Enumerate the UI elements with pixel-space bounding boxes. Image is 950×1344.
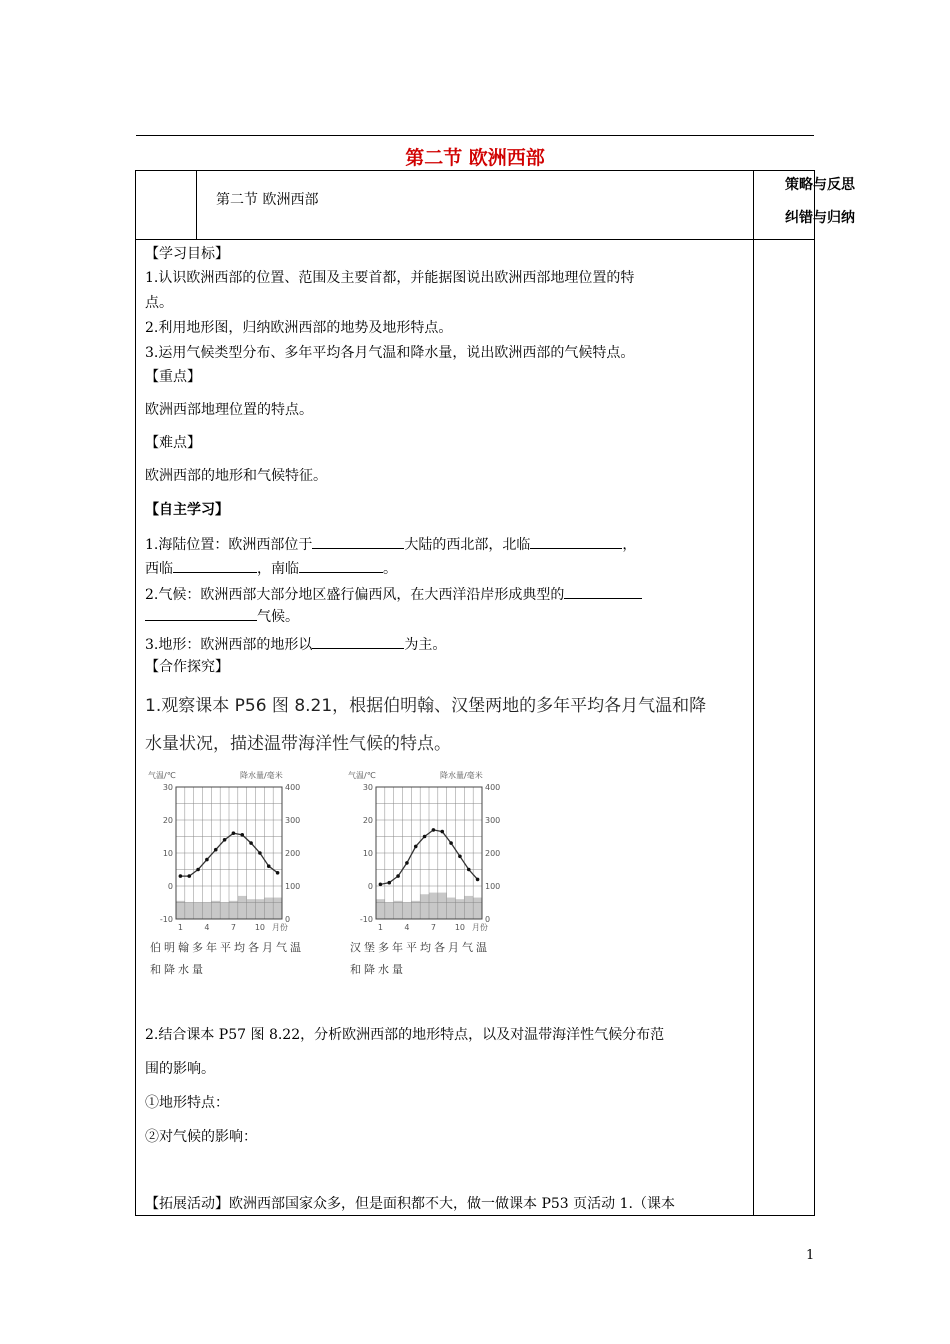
- coop-heading: 【合作探究】: [145, 659, 229, 675]
- page-number: 1: [806, 1248, 815, 1263]
- chart-1-x-tick-1: 1: [177, 923, 183, 932]
- chart-1-temperature-point-12: [276, 871, 280, 875]
- chart-1-right-tick-1: 400: [285, 783, 301, 792]
- coop-q2-line1: 2.结合课本 P57 图 8.22，分析欧洲西部的地形特点，以及对温带海洋性气候分布范: [145, 1027, 665, 1043]
- chart-2-temperature-point-6: [423, 835, 427, 839]
- key-heading: 【重点】: [145, 369, 201, 385]
- chart-2-precip-bar-5: [411, 901, 420, 919]
- chart-2-temperature-point-5: [414, 845, 418, 849]
- chart-2-precip-bar-11: [464, 896, 473, 919]
- blank-landform[interactable]: [312, 634, 404, 649]
- chart-1-right-tick-2: 300: [285, 816, 301, 825]
- chart-2-left-tick-2: 20: [362, 816, 373, 825]
- climate-charts: [140, 765, 510, 995]
- chart-2-temperature-point-2: [387, 881, 391, 885]
- chart-1-precip-bar-1: [176, 901, 185, 919]
- chart-2-left-tick-4: 0: [367, 882, 373, 891]
- chart-2-precip-bar-2: [385, 903, 394, 920]
- blank-north-sea[interactable]: [530, 534, 622, 549]
- table-border-right: [814, 170, 815, 1216]
- self-study-q1-line2: 西临 ，南临 。: [145, 558, 397, 578]
- chart-1-temperature-point-10: [258, 851, 262, 855]
- chart-1-temperature-point-7: [232, 831, 236, 835]
- table-border-top: [135, 170, 815, 171]
- blank-continent[interactable]: [312, 534, 404, 549]
- chart-1-x-tick-10: 10: [254, 923, 266, 932]
- chart-2-precip-bar-1: [376, 899, 385, 919]
- chart-2-temperature-point-7: [432, 828, 436, 832]
- chart-1-caption-line-2: 和降水量: [150, 963, 206, 976]
- chart-2-precip-bar-6: [420, 894, 429, 919]
- chart-1-precip-bar-3: [194, 903, 203, 920]
- chart-1-temperature-point-9: [249, 841, 253, 845]
- chart-1-precip-bar-8: [238, 896, 247, 919]
- chart-1-x-unit: 月份: [271, 923, 288, 932]
- chart-2-right-tick-2: 300: [485, 816, 501, 825]
- chart-2-temperature-point-4: [405, 861, 409, 865]
- table-divider-header: [196, 170, 197, 239]
- chart-1-temperature-point-5: [214, 848, 218, 852]
- chart-1-left-tick-4: 0: [167, 882, 173, 891]
- chart-1-left-tick-1: 30: [162, 783, 173, 792]
- chart-1-precip-bar-12: [273, 898, 282, 919]
- chart-2-precip-bar-9: [447, 898, 456, 919]
- chart-2-x-tick-7: 7: [430, 923, 436, 932]
- chart-2-precip-bar-4: [403, 903, 412, 920]
- table-border-left: [135, 170, 136, 1216]
- chart-2-temperature-point-9: [449, 841, 453, 845]
- chart-1-temperature-point-4: [205, 858, 209, 862]
- goal-2: 2.利用地形图，归纳欧洲西部的地势及地形特点。: [145, 320, 453, 336]
- table-border-bottom: [135, 1215, 815, 1216]
- page-title: 第二节 欧洲西部: [405, 147, 545, 169]
- coop-sub-1: ①地形特点：: [145, 1095, 229, 1111]
- difficult-text: 欧洲西部的地形和气候特征。: [145, 468, 327, 484]
- chart-1-x-tick-4: 4: [204, 923, 210, 932]
- blank-climate-b[interactable]: [145, 606, 257, 621]
- chart-1-temperature-point-6: [223, 838, 227, 842]
- chart-2-x-unit: 月份: [471, 923, 488, 932]
- self-study-heading: 【自主学习】: [145, 502, 229, 518]
- goal-1a: 1.认识欧洲西部的位置、范围及主要首都，并能据图说出欧洲西部地理位置的特: [145, 270, 635, 286]
- chart-1-left-axis-label: 气温/℃: [148, 771, 176, 780]
- coop-q1-line1: 1.观察课本 P56 图 8.21，根据伯明翰、汉堡两地的多年平均各月气温和降: [145, 696, 707, 716]
- self-study-q2-line2: 气候。: [145, 606, 299, 626]
- chart-1-temperature-point-3: [196, 868, 200, 872]
- chart-2-temperature-point-12: [476, 878, 480, 882]
- chart-1-x-tick-7: 7: [230, 923, 236, 932]
- coop-sub-2: ②对气候的影响：: [145, 1129, 257, 1145]
- chart-2-temperature-point-3: [396, 874, 400, 878]
- chart-2-caption-line-1: 汉堡多年平均各月气温: [350, 941, 490, 954]
- goals-heading: 【学习目标】: [145, 246, 229, 262]
- chart-2-temperature-point-8: [440, 830, 444, 834]
- chart-1-right-tick-4: 100: [285, 882, 301, 891]
- chart-1-temperature-point-2: [187, 874, 191, 878]
- blank-south-sea[interactable]: [299, 558, 383, 573]
- lesson-title: 第二节 欧洲西部: [216, 192, 319, 208]
- difficult-heading: 【难点】: [145, 435, 201, 451]
- chart-2-left-tick-1: 30: [362, 783, 373, 792]
- chart-2-caption-line-2: 和降水量: [350, 963, 406, 976]
- chart-2-temperature-point-11: [467, 868, 471, 872]
- self-study-q2-line1: 2.气候：欧洲西部大部分地区盛行偏西风，在大西洋沿岸形成典型的: [145, 584, 642, 604]
- self-study-q1-line1: 1.海陆位置：欧洲西部位于 大陆的西北部，北临 ，: [145, 534, 636, 554]
- chart-2-right-tick-1: 400: [485, 783, 501, 792]
- chart-1-precip-bar-2: [185, 903, 194, 920]
- chart-2-x-tick-10: 10: [454, 923, 466, 932]
- chart-1-right-tick-3: 200: [285, 849, 301, 858]
- chart-2-precip-bar-10: [456, 899, 465, 919]
- chart-1-precip-bar-4: [203, 903, 212, 920]
- coop-q1-line2: 水量状况，描述温带海洋性气候的特点。: [145, 734, 451, 754]
- table-divider-side: [753, 170, 754, 1216]
- goal-1b: 点。: [145, 295, 173, 311]
- chart-1-precip-bar-5: [211, 901, 220, 919]
- chart-1-left-tick-5: -10: [159, 915, 173, 924]
- chart-1-temperature-point-8: [240, 833, 244, 837]
- chart-2-right-tick-3: 200: [485, 849, 501, 858]
- chart-2-x-tick-1: 1: [377, 923, 383, 932]
- goal-3: 3.运用气候类型分布、多年平均各月气温和降水量，说出欧洲西部的气候特点。: [145, 345, 635, 361]
- chart-2-precip-bar-8: [438, 893, 447, 919]
- chart-2-right-axis-label: 降水量/毫米: [440, 771, 483, 780]
- chart-2-left-tick-3: 10: [362, 849, 373, 858]
- chart-2-left-tick-5: -10: [359, 915, 373, 924]
- chart-1-left-tick-3: 10: [162, 849, 173, 858]
- chart-2-left-axis-label: 气温/℃: [348, 771, 376, 780]
- chart-1-precip-bar-11: [264, 898, 273, 919]
- chart-1-precip-bar-6: [220, 903, 229, 920]
- self-study-q3: 3.地形：欧洲西部的地形以 为主。: [145, 634, 446, 654]
- chart-2-precip-bar-3: [394, 901, 403, 919]
- chart-1-precip-bar-10: [256, 899, 265, 919]
- table-header-bottom: [135, 239, 815, 240]
- chart-1-right-axis-label: 降水量/毫米: [240, 771, 283, 780]
- blank-west-sea[interactable]: [173, 558, 257, 573]
- chart-2-temperature-point-1: [379, 883, 383, 887]
- chart-2-precip-bar-12: [473, 898, 482, 919]
- chart-1-temperature-point-1: [179, 874, 183, 878]
- coop-q2-line2: 围的影响。: [145, 1061, 215, 1077]
- chart-1-precip-bar-9: [247, 899, 256, 919]
- chart-2-precip-bar-7: [429, 893, 438, 919]
- key-text: 欧洲西部地理位置的特点。: [145, 402, 313, 418]
- chart-2-right-tick-4: 100: [485, 882, 501, 891]
- chart-1-precip-bar-7: [229, 901, 238, 919]
- extension-activity: 【拓展活动】欧洲西部国家众多，但是面积都不大，做一做课本 P53 页活动 1.（课本: [145, 1196, 675, 1212]
- chart-1-caption-line-1: 伯明翰多年平均各月气温: [150, 941, 304, 954]
- chart-1-left-tick-2: 20: [162, 816, 173, 825]
- chart-2-temperature-point-10: [458, 855, 462, 859]
- top-rule: [136, 135, 814, 136]
- chart-2-right-tick-5: 0: [485, 915, 491, 924]
- side-heading-1: 策略与反思: [785, 177, 855, 193]
- chart-1-temperature-point-11: [267, 864, 271, 868]
- blank-climate-a[interactable]: [564, 584, 642, 599]
- side-heading-2: 纠错与归纳: [785, 210, 855, 226]
- chart-2-x-tick-4: 4: [404, 923, 410, 932]
- chart-1-right-tick-5: 0: [285, 915, 291, 924]
